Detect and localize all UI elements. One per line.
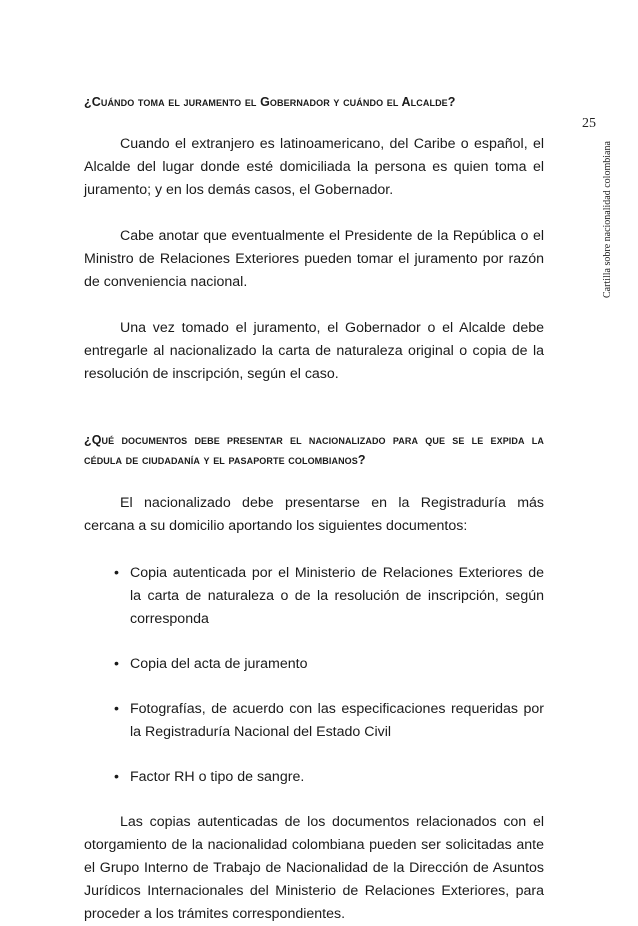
page-number: 25 (582, 116, 596, 131)
list-item-text: Fotografías, de acuerdo con las especificaciones requeridas por la Registraduría Nacional del Estado Civil (130, 701, 544, 740)
list-item-text: Copia del acta de juramento (130, 656, 308, 672)
running-title (584, 138, 613, 298)
bullet-icon: • (114, 701, 119, 717)
bullet-icon: • (114, 656, 119, 672)
list-item-text: Copia autenticada por el Ministerio de Relaciones Exteriores de la carta de naturaleza o de la resolución de inscripción, según corresponda (130, 565, 544, 627)
list-item-text: Factor RH o tipo de sangre. (130, 769, 305, 785)
paragraph: Cabe anotar que eventualmente el Presidente de la República o el Ministro de Relaciones Exteriores pueden tomar el juramento por razón de conveniencia nacional. (84, 228, 544, 290)
document-list (84, 562, 544, 789)
paragraph-closing: Las copias autenticadas de los documentos relacionados con el otorgamiento de la nacionalidad colombiana pueden ser solicitadas ante el Grupo Interno de Trabajo de Nacionalidad de la Dirección de Asuntos Jurídicos Internacionales del Ministerio de Relaciones Exteriores, para proceder a los trámites correspondientes. (84, 814, 544, 922)
paragraph-intro: El nacionalizado debe presentarse en la Registraduría más cercana a su domicilio aportando los siguientes documentos: (84, 495, 544, 534)
paragraph: Una vez tomado el juramento, el Gobernador o el Alcalde debe entregarle al nacionalizado la carta de naturaleza original o copia de la resolución de inscripción, según el caso. (84, 320, 544, 382)
list-item (84, 562, 544, 631)
section-heading-juramento: ¿Cuándo toma el juramento el Gobernador y cuándo el Alcalde? (84, 95, 456, 109)
main-content (84, 92, 544, 926)
running-title-text: Cartilla sobre nacionalidad colombiana (602, 141, 613, 298)
paragraph: Cuando el extranjero es latinoamericano, del Caribe o español, el Alcalde del lugar donde esté domiciliada la persona es quien toma el juramento; y en los demás casos, el Gobernador. (84, 136, 544, 198)
list-item (84, 653, 544, 676)
list-item (84, 766, 544, 789)
section-heading-documentos: ¿Qué documentos debe presentar el nacionalizado para que se le expida la cédula de ciudadanía y el pasaporte colombianos? (84, 433, 544, 467)
list-item (84, 698, 544, 744)
bullet-icon: • (114, 565, 119, 581)
bullet-icon: • (114, 769, 119, 785)
